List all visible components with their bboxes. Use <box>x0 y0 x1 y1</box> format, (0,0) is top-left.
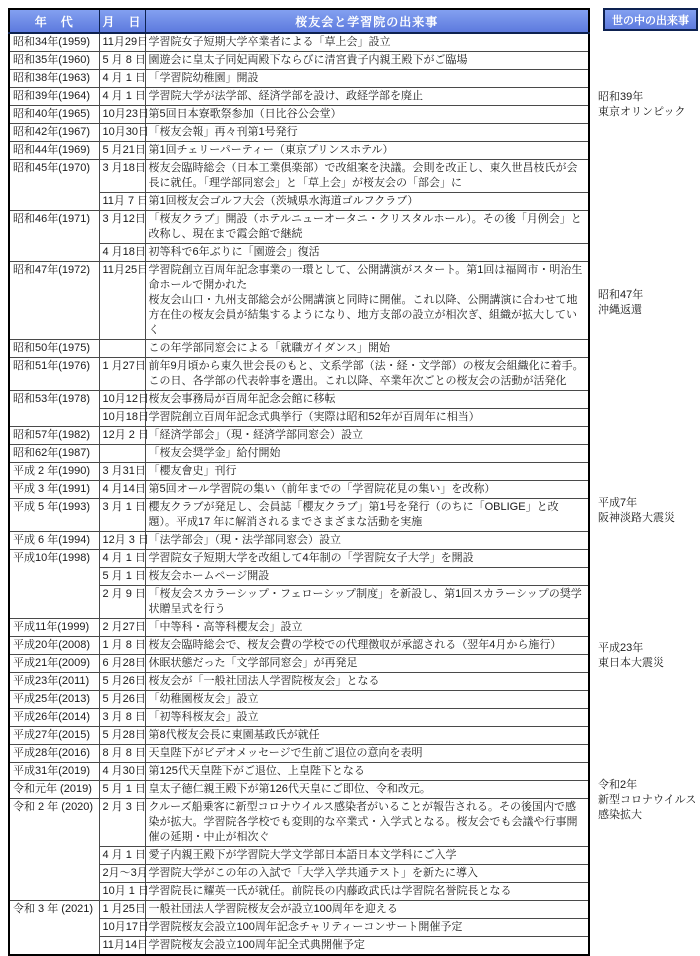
year-cell: 平成20年(2008) <box>9 637 99 655</box>
date-cell: 5 月26日 <box>99 673 145 691</box>
year-cell: 昭和40年(1965) <box>9 106 99 124</box>
event-text: 「桜友会スカラーシップ・フェローシップ制度」を新設し、第1回スカラーシップの奨学状贈呈式を行う <box>148 588 582 615</box>
table-row <box>9 70 589 88</box>
event-cell <box>145 568 589 586</box>
year-cell: 平成28年(2016) <box>9 745 99 763</box>
event-cell <box>145 211 589 244</box>
table-row <box>9 33 589 52</box>
year-cell: 平成 3 年(1991) <box>9 481 99 499</box>
year-cell: 平成 2 年(1990) <box>9 463 99 481</box>
event-text: 桜友会臨時総会で、桜友会費の学校での代理徴収が承認される（翌年4月から施行） <box>148 639 562 651</box>
year-cell: 平成26年(2014) <box>9 709 99 727</box>
table-row <box>9 691 589 709</box>
date-cell: 6 月28日 <box>99 655 145 673</box>
table-row <box>9 673 589 691</box>
table-row <box>9 52 589 70</box>
event-cell <box>145 937 589 956</box>
year-cell: 昭和39年(1964) <box>9 88 99 106</box>
timeline-table <box>8 8 590 956</box>
year-cell: 昭和53年(1978) <box>9 391 99 427</box>
world-event-note <box>598 641 698 671</box>
date-cell: 4 月18日 <box>99 244 145 262</box>
event-cell <box>145 358 589 391</box>
col-header-date: 月 日 <box>99 9 145 33</box>
event-text: 第8代桜友会長に東園基政氏が就任 <box>148 729 320 741</box>
year-cell: 昭和44年(1969) <box>9 142 99 160</box>
date-cell: 10月23日 <box>99 106 145 124</box>
event-cell <box>145 673 589 691</box>
date-cell: 3 月18日 <box>99 160 145 193</box>
date-cell: 4 月14日 <box>99 481 145 499</box>
event-text: 第5回日本寮歌祭参加（日比谷公会堂） <box>148 108 342 120</box>
date-cell: 8 月 8 日 <box>99 745 145 763</box>
year-cell: 平成27年(2015) <box>9 727 99 745</box>
event-text: 「経済学部会」（現・経済学部同窓会）設立 <box>148 429 363 441</box>
event-cell <box>145 586 589 619</box>
event-text: 「桜友クラブ」開設（ホテルニューオータニ・クリスタルホール）。その後「月例会」と改称し、現在まで霞会館で継続 <box>148 213 582 240</box>
event-text: 桜友会事務局が百周年記念会館に移転 <box>148 393 336 405</box>
world-event-line: 平成23年 <box>598 642 644 654</box>
date-cell: 11月29日 <box>99 33 145 52</box>
world-event-note <box>598 90 698 120</box>
year-cell: 昭和47年(1972) <box>9 262 99 340</box>
year-cell: 昭和51年(1976) <box>9 358 99 391</box>
event-text: 学習院桜友会設立100周年記念チャリティーコンサート開催予定 <box>148 921 463 933</box>
date-cell: 2 月 9 日 <box>99 586 145 619</box>
event-text: 「学習院幼稚園」開設 <box>148 72 259 84</box>
date-cell: 10月30日 <box>99 124 145 142</box>
date-cell: 5 月 1 日 <box>99 568 145 586</box>
event-text: 第1回チェリーパーティー（東京プリンスホテル） <box>148 144 394 156</box>
date-cell <box>99 445 145 463</box>
world-event-note <box>598 288 698 318</box>
date-cell: 11月14日 <box>99 937 145 956</box>
year-cell: 昭和38年(1963) <box>9 70 99 88</box>
world-event-line: 令和2年 <box>598 779 638 791</box>
table-row <box>9 106 589 124</box>
date-cell: 5 月26日 <box>99 691 145 709</box>
event-cell <box>145 919 589 937</box>
event-cell <box>145 481 589 499</box>
table-row <box>9 391 589 409</box>
world-event-line: 東日本大震災 <box>598 657 664 669</box>
event-text: 学習院桜友会設立100周年記全式典開催予定 <box>148 939 365 951</box>
event-text: 「幼稚園桜友会」設立 <box>148 693 259 705</box>
event-text: 一般社団法人学習院桜友会が設立100周年を迎える <box>148 903 398 915</box>
event-cell <box>145 160 589 193</box>
date-cell: 3 月 1 日 <box>99 499 145 532</box>
col-header-world: 世の中の出来事 <box>603 8 698 31</box>
table-row <box>9 781 589 799</box>
event-cell <box>145 340 589 358</box>
world-event-line: 昭和39年 <box>598 91 644 103</box>
event-text: 学習院女子短期大学卒業者による「草上会」設立 <box>148 36 391 48</box>
event-text: 「桜友会奨学金」給付開始 <box>148 447 281 459</box>
event-cell <box>145 33 589 52</box>
year-cell: 平成23年(2011) <box>9 673 99 691</box>
event-cell <box>145 727 589 745</box>
event-cell <box>145 619 589 637</box>
event-text: 学習院創立百周年記念式典挙行（実際は昭和52年が百周年に相当） <box>148 411 480 423</box>
date-cell: 10月 1 日 <box>99 883 145 901</box>
world-event-line: 昭和47年 <box>598 289 644 301</box>
world-event-line: 東京オリンピック <box>598 106 686 118</box>
event-cell <box>145 655 589 673</box>
world-event-note <box>598 778 698 823</box>
event-text: 桜友会山口・九州支部総会が公開講演と同時に開催。これ以降、公開講演に合わせて地方在住の桜友会員が結集するようになり、地方支部の設立が相次ぎ、組織が拡大していく <box>148 294 578 336</box>
date-cell: 11月 7 日 <box>99 193 145 211</box>
event-text: 天皇陛下がビデオメッセージで生前ご退位の意向を表明 <box>148 747 423 759</box>
event-cell <box>145 409 589 427</box>
date-cell: 5 月21日 <box>99 142 145 160</box>
date-cell: 1 月25日 <box>99 901 145 919</box>
table-row <box>9 211 589 244</box>
event-text: 桜友会ホームページ開設 <box>148 570 270 582</box>
table-row <box>9 799 589 847</box>
event-text: 桜友会が「一般社団法人学習院桜友会」となる <box>148 675 380 687</box>
date-cell: 10月17日 <box>99 919 145 937</box>
header-row <box>9 9 589 33</box>
event-cell <box>145 244 589 262</box>
event-cell <box>145 847 589 865</box>
date-cell: 10月12日 <box>99 391 145 409</box>
event-cell <box>145 262 589 340</box>
year-cell: 昭和35年(1960) <box>9 52 99 70</box>
date-cell: 12月 2 日 <box>99 427 145 445</box>
event-cell <box>145 763 589 781</box>
event-cell <box>145 532 589 550</box>
date-cell: 3 月31日 <box>99 463 145 481</box>
event-text: 桜友会臨時総会（日本工業倶楽部）で改組案を決議。会則を改正し、東久世昌枝氏が会長に就任。「理学部同窓会」と「草上会」が桜友会の「部会」に <box>148 162 578 189</box>
event-text: 学習院大学が法学部、経済学部を設け、政経学部を廃止 <box>148 90 424 102</box>
event-cell <box>145 709 589 727</box>
event-cell <box>145 391 589 409</box>
event-text: 前年9月頃から東久世会長のもと、文系学部（法・経・文学部）の桜友会組織化に着手。この日、各学部の代表幹事を選出。これ以降、卒業年次ごとの桜友会の活動が活発化 <box>148 360 584 387</box>
event-cell <box>145 106 589 124</box>
date-cell: 4 月30日 <box>99 763 145 781</box>
col-header-events: 桜友会と学習院の出来事 <box>145 9 589 33</box>
table-row <box>9 499 589 532</box>
event-cell <box>145 781 589 799</box>
event-text: 櫻友クラブが発足し、会員誌「櫻友クラブ」第1号を発行（のちに「OBLIGE」と改題）。平成17 年に解消されるまでさまざまな活動を実施 <box>148 501 559 528</box>
table-row <box>9 901 589 919</box>
table-row <box>9 637 589 655</box>
event-text: 「櫻友會史」刊行 <box>148 465 237 477</box>
year-cell: 昭和46年(1971) <box>9 211 99 262</box>
event-cell <box>145 142 589 160</box>
event-text: 休眠状態だった「文学部同窓会」が再発足 <box>148 657 358 669</box>
year-cell: 昭和45年(1970) <box>9 160 99 211</box>
event-text: 学習院長に耀英一氏が就任。前院長の内藤政武氏は学習院名誉院長となる <box>148 885 512 897</box>
table-row <box>9 445 589 463</box>
date-cell: 10月18日 <box>99 409 145 427</box>
year-cell: 平成 6 年(1994) <box>9 532 99 550</box>
date-cell: 4 月 1 日 <box>99 88 145 106</box>
event-cell <box>145 52 589 70</box>
event-cell <box>145 865 589 883</box>
event-text: この年学部同窓会による「就職ガイダンス」開始 <box>148 342 390 354</box>
table-row <box>9 463 589 481</box>
date-cell: 11月25日 <box>99 262 145 340</box>
event-cell <box>145 637 589 655</box>
date-cell: 1 月27日 <box>99 358 145 391</box>
event-cell <box>145 883 589 901</box>
event-cell <box>145 70 589 88</box>
table-row <box>9 745 589 763</box>
event-text: 園遊会に皇太子同妃両殿下ならびに清宮貴子内親王殿下がご臨場 <box>148 54 468 66</box>
event-text: 愛子内親王殿下が学習院大学文学部日本語日本文学科にご入学 <box>148 849 457 861</box>
year-cell: 平成21年(2009) <box>9 655 99 673</box>
event-text: クルーズ船乗客に新型コロナウイルス感染者がいることが報告される。その後国内で感染が拡大。学習院各学校でも変則的な卒業式・入学式となる。桜友会でも会議や行事開催の延期・中止が相次ぐ <box>148 801 578 843</box>
table-row <box>9 727 589 745</box>
event-cell <box>145 499 589 532</box>
table-row <box>9 358 589 391</box>
table-row <box>9 427 589 445</box>
event-text: 第5回オール学習院の集い（前年までの「学習院花見の集い」を改称） <box>148 483 496 495</box>
date-cell: 3 月12日 <box>99 211 145 244</box>
event-text: 「法学部会」（現・法学部同窓会）設立 <box>148 534 341 546</box>
date-cell: 5 月 1 日 <box>99 781 145 799</box>
event-cell <box>145 193 589 211</box>
world-event-line: 平成7年 <box>598 497 638 509</box>
event-text: 学習院大学がこの年の入試で「大学入学共通テスト」を新たに導入 <box>148 867 479 879</box>
date-cell: 4 月 1 日 <box>99 550 145 568</box>
event-cell <box>145 88 589 106</box>
date-cell: 5 月28日 <box>99 727 145 745</box>
world-event-line: 沖縄返還 <box>598 304 642 316</box>
date-cell: 2 月 3 日 <box>99 799 145 847</box>
table-row <box>9 550 589 568</box>
table-row <box>9 532 589 550</box>
col-header-year: 年 代 <box>9 9 99 33</box>
table-row <box>9 262 589 340</box>
date-cell: 2 月27日 <box>99 619 145 637</box>
date-cell: 1 月 8 日 <box>99 637 145 655</box>
event-text: 初等科で6年ぶりに「園遊会」復活 <box>148 246 320 258</box>
year-cell: 昭和62年(1987) <box>9 445 99 463</box>
event-cell <box>145 463 589 481</box>
date-cell: 2月～3月 <box>99 865 145 883</box>
table-row <box>9 160 589 193</box>
event-cell <box>145 901 589 919</box>
table-row <box>9 763 589 781</box>
event-text: 皇太子徳仁親王殿下が第126代天皇にご即位、令和改元。 <box>148 783 431 795</box>
event-cell <box>145 799 589 847</box>
year-cell: 昭和34年(1959) <box>9 33 99 52</box>
date-cell: 5 月 8 日 <box>99 52 145 70</box>
event-cell <box>145 445 589 463</box>
world-event-line: 感染拡大 <box>598 809 642 821</box>
year-cell: 平成10年(1998) <box>9 550 99 619</box>
event-text: 「桜友会報」再々刊第1号発行 <box>148 126 298 138</box>
date-cell <box>99 340 145 358</box>
year-cell: 昭和42年(1967) <box>9 124 99 142</box>
table-row <box>9 88 589 106</box>
world-event-note <box>598 496 698 526</box>
year-cell: 令和 3 年 (2021) <box>9 901 99 956</box>
year-cell: 令和 2 年 (2020) <box>9 799 99 901</box>
date-cell: 4 月 1 日 <box>99 847 145 865</box>
event-cell <box>145 427 589 445</box>
year-cell: 平成31年(2019) <box>9 763 99 781</box>
date-cell: 3 月 8 日 <box>99 709 145 727</box>
year-cell: 昭和57年(1982) <box>9 427 99 445</box>
event-text: 第125代天皇陛下がご退位、上皇陛下となる <box>148 765 365 777</box>
table-row <box>9 340 589 358</box>
event-text: 学習院女子短期大学を改組して4年制の「学習院女子大学」を開設 <box>148 552 474 564</box>
event-text: 第1回桜友会ゴルフ大会（茨城県水海道ゴルフクラブ） <box>148 195 419 207</box>
event-text: 「初等科桜友会」設立 <box>148 711 259 723</box>
table-row <box>9 619 589 637</box>
year-cell: 令和元年 (2019) <box>9 781 99 799</box>
date-cell: 4 月 1 日 <box>99 70 145 88</box>
event-cell <box>145 124 589 142</box>
year-cell: 平成 5 年(1993) <box>9 499 99 532</box>
table-row <box>9 655 589 673</box>
event-text: 学習院創立百周年記念事業の一環として、公開講演がスタート。第1回は福岡市・明治生命ホールで開かれた <box>148 264 583 291</box>
event-cell <box>145 691 589 709</box>
world-event-line: 新型コロナウイルス <box>598 794 697 806</box>
event-cell <box>145 745 589 763</box>
year-cell: 平成11年(1999) <box>9 619 99 637</box>
year-cell: 平成25年(2013) <box>9 691 99 709</box>
event-cell <box>145 550 589 568</box>
table-row <box>9 481 589 499</box>
table-row <box>9 124 589 142</box>
year-cell: 昭和50年(1975) <box>9 340 99 358</box>
event-text: 「中等科・高等科櫻友会」設立 <box>148 621 303 633</box>
date-cell: 12月 3 日 <box>99 532 145 550</box>
world-event-line: 阪神淡路大震災 <box>598 512 675 524</box>
table-row <box>9 709 589 727</box>
table-row <box>9 142 589 160</box>
